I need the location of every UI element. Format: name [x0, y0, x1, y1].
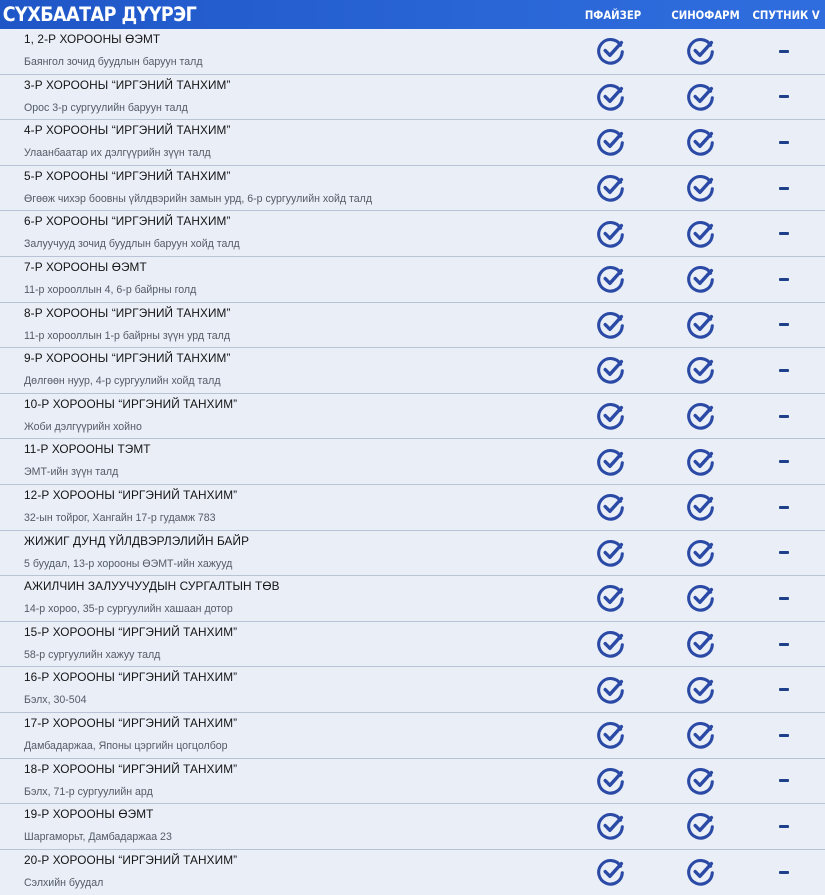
check-circle-icon	[686, 538, 716, 568]
check-circle-icon	[596, 492, 626, 522]
check-circle-icon	[686, 401, 716, 431]
table-row	[0, 394, 825, 440]
site-address: ЭМТ-ийн зүүн талд	[24, 466, 119, 479]
site-info	[0, 531, 580, 576]
table-row	[0, 531, 825, 577]
check-circle-icon	[686, 766, 716, 796]
sinopharm-cell	[685, 120, 717, 165]
sputnik-cell	[774, 439, 794, 484]
check-circle-icon	[686, 811, 716, 841]
check-circle-icon	[686, 173, 716, 203]
site-name: 1, 2-Р ХОРООНЫ ӨЭМТ	[24, 32, 161, 46]
check-circle-icon	[686, 310, 716, 340]
table-row	[0, 485, 825, 531]
table-row	[0, 439, 825, 485]
site-name: 5-Р ХОРООНЫ “ИРГЭНИЙ ТАНХИМ”	[24, 168, 231, 183]
pfizer-cell	[595, 622, 627, 667]
check-circle-icon	[686, 82, 716, 112]
dash-icon	[779, 460, 789, 463]
sinopharm-cell	[685, 303, 717, 348]
dash-icon	[779, 734, 789, 737]
dash-icon	[779, 187, 789, 190]
table-row	[0, 576, 825, 622]
column-header-sputnik: СПУТНИК V	[752, 7, 820, 22]
dash-icon	[779, 779, 789, 782]
site-info	[0, 166, 580, 211]
table-row	[0, 75, 825, 121]
dash-icon	[779, 323, 789, 326]
sputnik-cell	[774, 257, 794, 302]
pfizer-cell	[595, 29, 627, 74]
dash-icon	[779, 95, 789, 98]
site-name: 15-Р ХОРООНЫ “ИРГЭНИЙ ТАНХИМ”	[24, 624, 238, 639]
pfizer-cell	[595, 303, 627, 348]
sinopharm-cell	[685, 759, 717, 804]
site-address: Улаанбаатар их дэлгүүрийн зүүн талд	[24, 147, 211, 160]
sputnik-cell	[774, 348, 794, 393]
table-row	[0, 804, 825, 850]
site-name: 17-Р ХОРООНЫ “ИРГЭНИЙ ТАНХИМ”	[24, 715, 238, 730]
check-circle-icon	[596, 355, 626, 385]
table-row	[0, 348, 825, 394]
site-info	[0, 485, 580, 530]
sputnik-cell	[774, 667, 794, 712]
check-circle-icon	[686, 857, 716, 887]
site-name: 9-Р ХОРООНЫ “ИРГЭНИЙ ТАНХИМ”	[24, 351, 231, 366]
check-circle-icon	[596, 857, 626, 887]
check-circle-icon	[686, 264, 716, 294]
table-row	[0, 713, 825, 759]
site-address: 11-р хорооллын 1-р байрны зүүн урд талд	[24, 329, 231, 342]
sinopharm-cell	[685, 850, 717, 895]
sputnik-cell	[774, 75, 794, 120]
table-row	[0, 622, 825, 668]
pfizer-cell	[595, 485, 627, 530]
site-info	[0, 713, 580, 758]
table-row	[0, 120, 825, 166]
check-circle-icon	[686, 36, 716, 66]
dash-icon	[779, 871, 789, 874]
sinopharm-cell	[685, 29, 717, 74]
dash-icon	[779, 50, 789, 53]
site-info	[0, 804, 580, 849]
check-circle-icon	[686, 219, 716, 249]
sputnik-cell	[774, 759, 794, 804]
sinopharm-cell	[685, 439, 717, 484]
site-info	[0, 759, 580, 804]
site-address: Дамбадаржаа, Японы цэргийн цогцолбор	[24, 739, 228, 752]
site-address: 11-р хорооллын 4, 6-р байрны голд	[24, 283, 197, 296]
sinopharm-cell	[685, 713, 717, 758]
check-circle-icon	[596, 219, 626, 249]
sputnik-cell	[774, 303, 794, 348]
site-address: Залуучууд зочид буудлын баруун хойд талд	[24, 238, 240, 251]
site-name: 6-Р ХОРООНЫ “ИРГЭНИЙ ТАНХИМ”	[24, 214, 231, 229]
sinopharm-cell	[685, 622, 717, 667]
pfizer-cell	[595, 804, 627, 849]
pfizer-cell	[595, 75, 627, 120]
site-name: 19-Р ХОРООНЫ ӨЭМТ	[24, 807, 154, 822]
check-circle-icon	[596, 173, 626, 203]
check-circle-icon	[596, 766, 626, 796]
dash-icon	[779, 278, 789, 281]
dash-icon	[779, 688, 789, 691]
site-name: ЖИЖИГ ДУНД ҮЙЛДВЭРЛЭЛИЙН БАЙР	[24, 533, 250, 548]
check-circle-icon	[686, 355, 716, 385]
column-header-pfizer: ПФАЙЗЕР	[584, 7, 642, 22]
pfizer-cell	[595, 713, 627, 758]
pfizer-cell	[595, 850, 627, 895]
pfizer-cell	[595, 759, 627, 804]
check-circle-icon	[596, 720, 626, 750]
site-info	[0, 29, 580, 74]
sinopharm-cell	[685, 394, 717, 439]
sputnik-cell	[774, 622, 794, 667]
check-circle-icon	[596, 310, 626, 340]
table-body	[0, 29, 825, 895]
sputnik-cell	[774, 211, 794, 256]
sinopharm-cell	[685, 257, 717, 302]
table-row	[0, 759, 825, 805]
site-name: 10-Р ХОРООНЫ “ИРГЭНИЙ ТАНХИМ”	[24, 396, 238, 411]
site-address: Дөлгөөн нуур, 4-р сургуулийн хойд талд	[24, 375, 221, 388]
dash-icon	[779, 232, 789, 235]
column-header-sinopharm: СИНОФАРМ	[671, 7, 740, 22]
sinopharm-cell	[685, 531, 717, 576]
sputnik-cell	[774, 120, 794, 165]
check-circle-icon	[596, 127, 626, 157]
site-address: Орос 3-р сургуулийн баруун талд	[24, 101, 188, 114]
site-name: 11-Р ХОРООНЫ ТЭМТ	[24, 442, 151, 457]
sinopharm-cell	[685, 667, 717, 712]
check-circle-icon	[596, 82, 626, 112]
site-info	[0, 667, 580, 712]
site-info	[0, 850, 580, 895]
site-name: 8-Р ХОРООНЫ “ИРГЭНИЙ ТАНХИМ”	[24, 305, 231, 320]
check-circle-icon	[596, 36, 626, 66]
table-row	[0, 257, 825, 303]
dash-icon	[779, 369, 789, 372]
site-address: 32-ын тойрог, Хангайн 17-р гудамж 783	[24, 511, 216, 524]
pfizer-cell	[595, 166, 627, 211]
check-circle-icon	[596, 401, 626, 431]
site-info	[0, 303, 580, 348]
site-info	[0, 120, 580, 165]
check-circle-icon	[686, 583, 716, 613]
site-info	[0, 211, 580, 256]
sputnik-cell	[774, 485, 794, 530]
site-name: 12-Р ХОРООНЫ “ИРГЭНИЙ ТАНХИМ”	[24, 487, 238, 502]
site-info	[0, 348, 580, 393]
site-info	[0, 257, 580, 302]
site-address: 14-р хороо, 35-р сургуулийн хашаан дотор	[24, 603, 233, 616]
dash-icon	[779, 825, 789, 828]
dash-icon	[779, 551, 789, 554]
sinopharm-cell	[685, 485, 717, 530]
sputnik-cell	[774, 394, 794, 439]
check-circle-icon	[596, 629, 626, 659]
site-name: АЖИЛЧИН ЗАЛУУЧУУДЫН СУРГАЛТЫН ТӨВ	[24, 579, 280, 594]
site-name: 3-Р ХОРООНЫ “ИРГЭНИЙ ТАНХИМ”	[24, 77, 231, 92]
sinopharm-cell	[685, 211, 717, 256]
site-info	[0, 439, 580, 484]
table-row	[0, 667, 825, 713]
table-header	[0, 0, 825, 29]
sputnik-cell	[774, 531, 794, 576]
table-row	[0, 29, 825, 75]
check-circle-icon	[596, 264, 626, 294]
check-circle-icon	[686, 492, 716, 522]
pfizer-cell	[595, 120, 627, 165]
site-address: Жоби дэлгүүрийн хойно	[24, 420, 142, 433]
site-address: 58-р сургуулийн хажуу талд	[24, 648, 161, 661]
table-row	[0, 850, 825, 895]
site-info	[0, 394, 580, 439]
check-circle-icon	[596, 583, 626, 613]
sinopharm-cell	[685, 166, 717, 211]
sputnik-cell	[774, 576, 794, 621]
sinopharm-cell	[685, 576, 717, 621]
pfizer-cell	[595, 211, 627, 256]
sinopharm-cell	[685, 348, 717, 393]
site-address: Сэлхийн буудал	[24, 876, 104, 889]
pfizer-cell	[595, 394, 627, 439]
site-name: 18-Р ХОРООНЫ “ИРГЭНИЙ ТАНХИМ”	[24, 761, 238, 776]
dash-icon	[779, 141, 789, 144]
site-address: Шаргаморьт, Дамбадаржаа 23	[24, 831, 172, 844]
site-name: 7-Р ХОРООНЫ ӨЭМТ	[24, 259, 147, 274]
check-circle-icon	[686, 720, 716, 750]
check-circle-icon	[596, 538, 626, 568]
pfizer-cell	[595, 576, 627, 621]
dash-icon	[779, 597, 789, 600]
site-name: 20-Р ХОРООНЫ “ИРГЭНИЙ ТАНХИМ”	[24, 852, 238, 867]
check-circle-icon	[686, 675, 716, 705]
check-circle-icon	[596, 811, 626, 841]
site-address: Бэлх, 71-р сургуулийн ард	[24, 785, 153, 798]
table-row	[0, 211, 825, 257]
pfizer-cell	[595, 667, 627, 712]
pfizer-cell	[595, 348, 627, 393]
site-info	[0, 576, 580, 621]
sputnik-cell	[774, 166, 794, 211]
site-info	[0, 622, 580, 667]
check-circle-icon	[596, 675, 626, 705]
sinopharm-cell	[685, 804, 717, 849]
sputnik-cell	[774, 804, 794, 849]
site-address: 5 буудал, 13-р хорооны ӨЭМТ-ийн хажууд	[24, 557, 233, 570]
site-address: Баянгол зочид буудлын баруун талд	[24, 56, 203, 68]
check-circle-icon	[686, 629, 716, 659]
sinopharm-cell	[685, 75, 717, 120]
pfizer-cell	[595, 531, 627, 576]
dash-icon	[779, 643, 789, 646]
district-title: СҮХБААТАР ДҮҮРЭГ	[2, 3, 197, 26]
table-row	[0, 303, 825, 349]
check-circle-icon	[686, 127, 716, 157]
check-circle-icon	[596, 447, 626, 477]
site-name: 16-Р ХОРООНЫ “ИРГЭНИЙ ТАНХИМ”	[24, 670, 238, 685]
dash-icon	[779, 415, 789, 418]
pfizer-cell	[595, 257, 627, 302]
dash-icon	[779, 506, 789, 509]
site-name: 4-Р ХОРООНЫ “ИРГЭНИЙ ТАНХИМ”	[24, 123, 231, 138]
sputnik-cell	[774, 713, 794, 758]
site-address: Өгөөж чихэр боовны үйлдвэрийн замын урд, 6-р сургуулийн хойд талд	[24, 192, 372, 205]
table-row	[0, 166, 825, 212]
pfizer-cell	[595, 439, 627, 484]
sputnik-cell	[774, 29, 794, 74]
check-circle-icon	[686, 447, 716, 477]
sputnik-cell	[774, 850, 794, 895]
site-info	[0, 75, 580, 120]
site-address: Бэлх, 30-504	[24, 694, 87, 707]
